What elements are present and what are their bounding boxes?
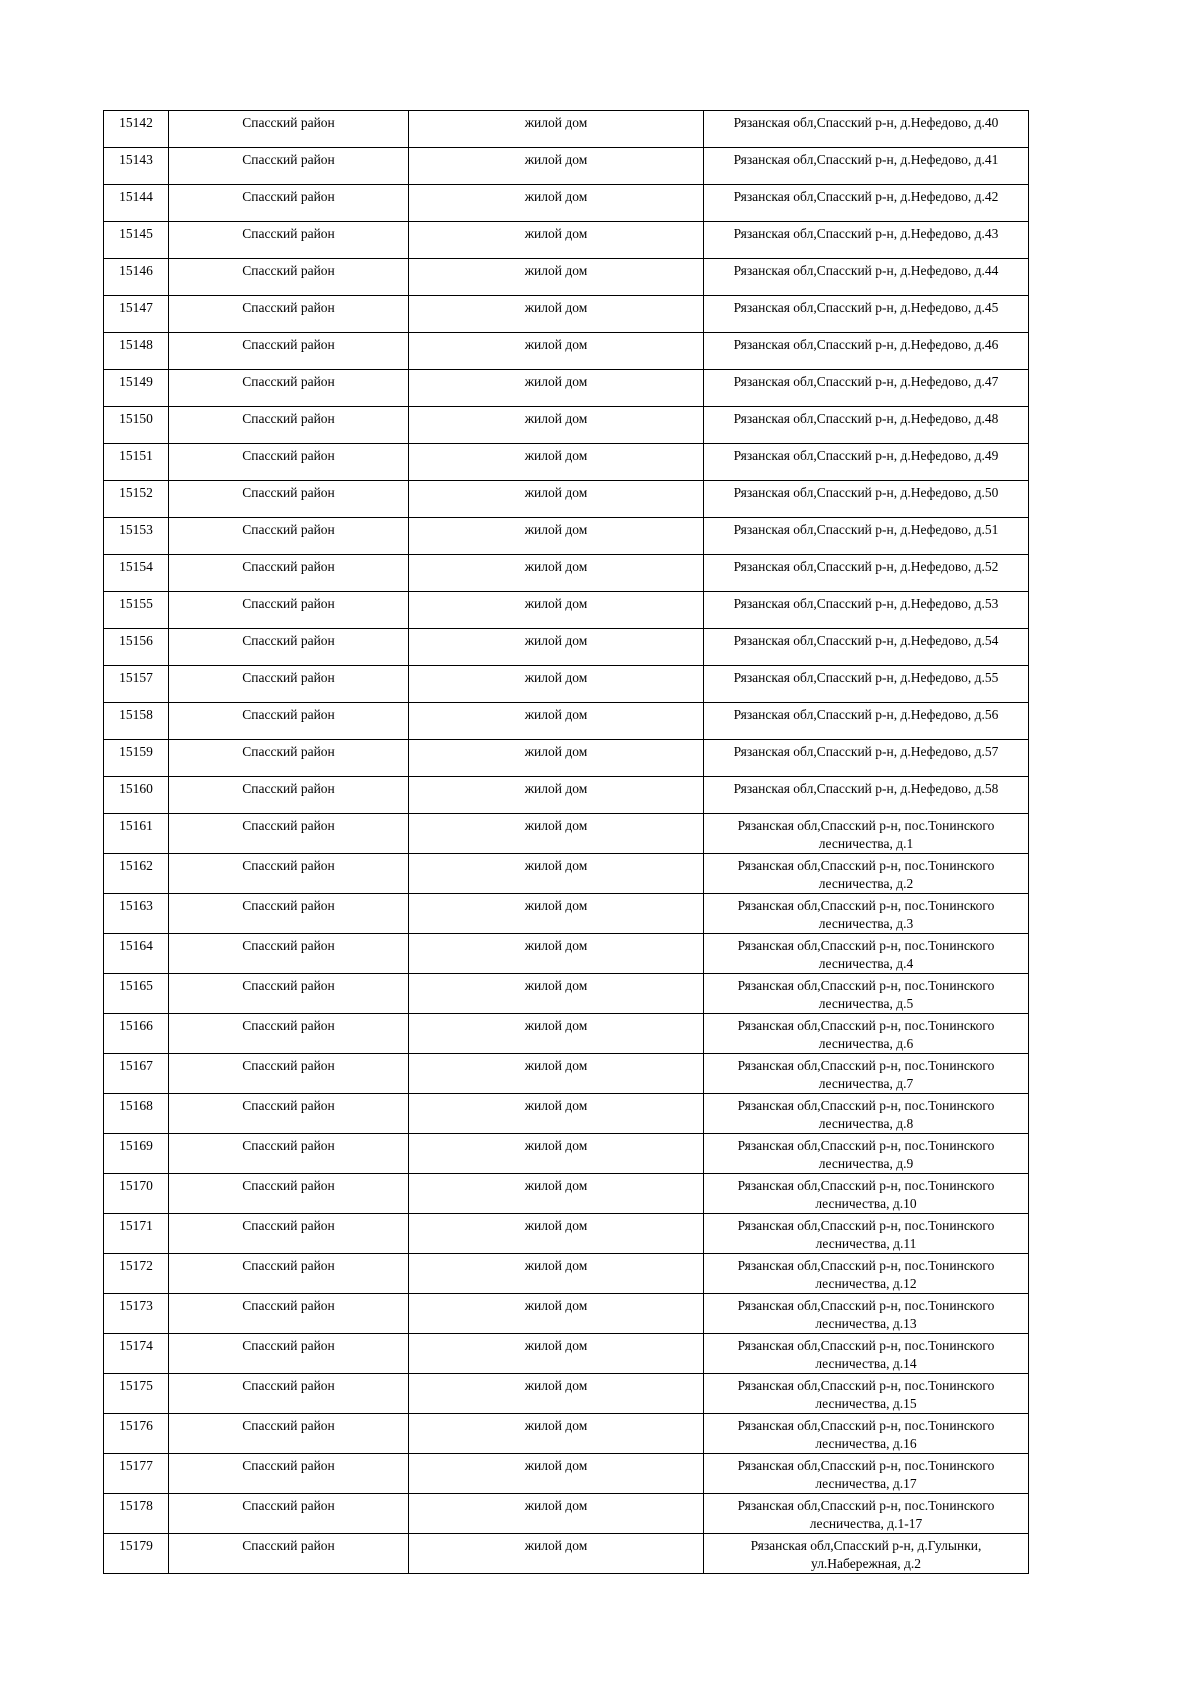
address-cell: Рязанская обл,Спасский р-н, пос.Тонинского лесничества, д.14: [704, 1334, 1029, 1374]
district-cell: Спасский район: [169, 1374, 409, 1414]
table-row: [104, 592, 1029, 629]
table-row: [104, 296, 1029, 333]
table-row: [104, 444, 1029, 481]
address-cell: Рязанская обл,Спасский р-н, д.Нефедово, д.51: [704, 518, 1029, 555]
district-cell: Спасский район: [169, 934, 409, 974]
table-row: [104, 934, 1029, 974]
district-cell: Спасский район: [169, 111, 409, 148]
row-number-cell: 15146: [104, 259, 169, 296]
table-row: [104, 1414, 1029, 1454]
row-number-cell: 15145: [104, 222, 169, 259]
district-cell: Спасский район: [169, 854, 409, 894]
row-number-cell: 15178: [104, 1494, 169, 1534]
address-cell: Рязанская обл,Спасский р-н, д.Нефедово, д.52: [704, 555, 1029, 592]
object-type-cell: жилой дом: [409, 481, 704, 518]
row-number-cell: 15169: [104, 1134, 169, 1174]
table-row: [104, 1294, 1029, 1334]
address-cell: Рязанская обл,Спасский р-н, д.Нефедово, д.48: [704, 407, 1029, 444]
address-cell: Рязанская обл,Спасский р-н, д.Нефедово, д.40: [704, 111, 1029, 148]
district-cell: Спасский район: [169, 1534, 409, 1574]
district-cell: Спасский район: [169, 592, 409, 629]
address-cell: Рязанская обл,Спасский р-н, д.Нефедово, д.43: [704, 222, 1029, 259]
address-cell: Рязанская обл,Спасский р-н, пос.Тонинского лесничества, д.1: [704, 814, 1029, 854]
district-cell: Спасский район: [169, 1294, 409, 1334]
object-type-cell: жилой дом: [409, 1414, 704, 1454]
table-row: [104, 974, 1029, 1014]
object-type-cell: жилой дом: [409, 854, 704, 894]
object-type-cell: жилой дом: [409, 370, 704, 407]
table-row: [104, 111, 1029, 148]
district-cell: Спасский район: [169, 703, 409, 740]
address-cell: Рязанская обл,Спасский р-н, д.Нефедово, д.53: [704, 592, 1029, 629]
object-type-cell: жилой дом: [409, 444, 704, 481]
district-cell: Спасский район: [169, 1174, 409, 1214]
district-cell: Спасский район: [169, 1414, 409, 1454]
address-cell: Рязанская обл,Спасский р-н, д.Гулынки, ул.Набережная, д.2: [704, 1534, 1029, 1574]
district-cell: Спасский район: [169, 518, 409, 555]
district-cell: Спасский район: [169, 894, 409, 934]
address-cell: Рязанская обл,Спасский р-н, д.Нефедово, д.49: [704, 444, 1029, 481]
object-type-cell: жилой дом: [409, 1094, 704, 1134]
address-cell: Рязанская обл,Спасский р-н, пос.Тонинского лесничества, д.8: [704, 1094, 1029, 1134]
table-row: [104, 629, 1029, 666]
address-cell: Рязанская обл,Спасский р-н, пос.Тонинского лесничества, д.4: [704, 934, 1029, 974]
table-row: [104, 1174, 1029, 1214]
table-row: [104, 333, 1029, 370]
table-row: [104, 1214, 1029, 1254]
table-row: [104, 1334, 1029, 1374]
address-cell: Рязанская обл,Спасский р-н, пос.Тонинского лесничества, д.16: [704, 1414, 1029, 1454]
object-type-cell: жилой дом: [409, 1134, 704, 1174]
object-type-cell: жилой дом: [409, 1014, 704, 1054]
district-cell: Спасский район: [169, 1494, 409, 1534]
object-type-cell: жилой дом: [409, 666, 704, 703]
object-type-cell: жилой дом: [409, 1254, 704, 1294]
table-row: [104, 1534, 1029, 1574]
table-row: [104, 1014, 1029, 1054]
row-number-cell: 15161: [104, 814, 169, 854]
address-cell: Рязанская обл,Спасский р-н, пос.Тонинского лесничества, д.5: [704, 974, 1029, 1014]
address-cell: Рязанская обл,Спасский р-н, пос.Тонинского лесничества, д.12: [704, 1254, 1029, 1294]
address-cell: Рязанская обл,Спасский р-н, д.Нефедово, д.54: [704, 629, 1029, 666]
row-number-cell: 15164: [104, 934, 169, 974]
district-cell: Спасский район: [169, 185, 409, 222]
row-number-cell: 15155: [104, 592, 169, 629]
row-number-cell: 15157: [104, 666, 169, 703]
address-cell: Рязанская обл,Спасский р-н, д.Нефедово, д.44: [704, 259, 1029, 296]
district-cell: Спасский район: [169, 481, 409, 518]
object-type-cell: жилой дом: [409, 333, 704, 370]
row-number-cell: 15159: [104, 740, 169, 777]
object-type-cell: жилой дом: [409, 777, 704, 814]
district-cell: Спасский район: [169, 407, 409, 444]
address-cell: Рязанская обл,Спасский р-н, д.Нефедово, д.45: [704, 296, 1029, 333]
table-row: [104, 666, 1029, 703]
row-number-cell: 15166: [104, 1014, 169, 1054]
table-row: [104, 1134, 1029, 1174]
row-number-cell: 15172: [104, 1254, 169, 1294]
object-type-cell: жилой дом: [409, 974, 704, 1014]
address-cell: Рязанская обл,Спасский р-н, д.Нефедово, д.42: [704, 185, 1029, 222]
district-cell: Спасский район: [169, 1134, 409, 1174]
district-cell: Спасский район: [169, 629, 409, 666]
table-row: [104, 1094, 1029, 1134]
address-cell: Рязанская обл,Спасский р-н, пос.Тонинского лесничества, д.11: [704, 1214, 1029, 1254]
district-cell: Спасский район: [169, 296, 409, 333]
address-cell: Рязанская обл,Спасский р-н, д.Нефедово, д.41: [704, 148, 1029, 185]
row-number-cell: 15162: [104, 854, 169, 894]
object-type-cell: жилой дом: [409, 518, 704, 555]
row-number-cell: 15179: [104, 1534, 169, 1574]
address-cell: Рязанская обл,Спасский р-н, д.Нефедово, д.57: [704, 740, 1029, 777]
registry-table-body: [104, 111, 1029, 1574]
district-cell: Спасский район: [169, 1094, 409, 1134]
object-type-cell: жилой дом: [409, 148, 704, 185]
row-number-cell: 15154: [104, 555, 169, 592]
address-cell: Рязанская обл,Спасский р-н, д.Нефедово, д.46: [704, 333, 1029, 370]
object-type-cell: жилой дом: [409, 703, 704, 740]
table-row: [104, 518, 1029, 555]
object-type-cell: жилой дом: [409, 1534, 704, 1574]
row-number-cell: 15158: [104, 703, 169, 740]
table-row: [104, 481, 1029, 518]
address-cell: Рязанская обл,Спасский р-н, пос.Тонинского лесничества, д.3: [704, 894, 1029, 934]
object-type-cell: жилой дом: [409, 592, 704, 629]
row-number-cell: 15148: [104, 333, 169, 370]
row-number-cell: 15143: [104, 148, 169, 185]
row-number-cell: 15173: [104, 1294, 169, 1334]
object-type-cell: жилой дом: [409, 814, 704, 854]
object-type-cell: жилой дом: [409, 1334, 704, 1374]
district-cell: Спасский район: [169, 1054, 409, 1094]
address-cell: Рязанская обл,Спасский р-н, пос.Тонинского лесничества, д.10: [704, 1174, 1029, 1214]
object-type-cell: жилой дом: [409, 407, 704, 444]
address-cell: Рязанская обл,Спасский р-н, д.Нефедово, д.50: [704, 481, 1029, 518]
table-row: [104, 1254, 1029, 1294]
district-cell: Спасский район: [169, 222, 409, 259]
table-row: [104, 222, 1029, 259]
object-type-cell: жилой дом: [409, 1174, 704, 1214]
district-cell: Спасский район: [169, 740, 409, 777]
district-cell: Спасский район: [169, 1334, 409, 1374]
row-number-cell: 15147: [104, 296, 169, 333]
table-row: [104, 894, 1029, 934]
district-cell: Спасский район: [169, 555, 409, 592]
object-type-cell: жилой дом: [409, 1214, 704, 1254]
row-number-cell: 15167: [104, 1054, 169, 1094]
row-number-cell: 15149: [104, 370, 169, 407]
district-cell: Спасский район: [169, 666, 409, 703]
row-number-cell: 15174: [104, 1334, 169, 1374]
row-number-cell: 15168: [104, 1094, 169, 1134]
address-cell: Рязанская обл,Спасский р-н, пос.Тонинского лесничества, д.9: [704, 1134, 1029, 1174]
row-number-cell: 15170: [104, 1174, 169, 1214]
district-cell: Спасский район: [169, 1214, 409, 1254]
address-cell: Рязанская обл,Спасский р-н, пос.Тонинского лесничества, д.1-17: [704, 1494, 1029, 1534]
object-type-cell: жилой дом: [409, 222, 704, 259]
address-cell: Рязанская обл,Спасский р-н, пос.Тонинского лесничества, д.13: [704, 1294, 1029, 1334]
address-cell: Рязанская обл,Спасский р-н, д.Нефедово, д.58: [704, 777, 1029, 814]
table-row: [104, 555, 1029, 592]
address-cell: Рязанская обл,Спасский р-н, д.Нефедово, д.47: [704, 370, 1029, 407]
row-number-cell: 15152: [104, 481, 169, 518]
district-cell: Спасский район: [169, 814, 409, 854]
row-number-cell: 15160: [104, 777, 169, 814]
row-number-cell: 15156: [104, 629, 169, 666]
district-cell: Спасский район: [169, 259, 409, 296]
row-number-cell: 15177: [104, 1454, 169, 1494]
row-number-cell: 15175: [104, 1374, 169, 1414]
address-cell: Рязанская обл,Спасский р-н, пос.Тонинского лесничества, д.2: [704, 854, 1029, 894]
table-row: [104, 370, 1029, 407]
address-cell: Рязанская обл,Спасский р-н, пос.Тонинского лесничества, д.7: [704, 1054, 1029, 1094]
object-type-cell: жилой дом: [409, 1494, 704, 1534]
object-type-cell: жилой дом: [409, 740, 704, 777]
district-cell: Спасский район: [169, 1254, 409, 1294]
table-row: [104, 185, 1029, 222]
row-number-cell: 15163: [104, 894, 169, 934]
address-cell: Рязанская обл,Спасский р-н, пос.Тонинского лесничества, д.17: [704, 1454, 1029, 1494]
address-cell: Рязанская обл,Спасский р-н, д.Нефедово, д.55: [704, 666, 1029, 703]
object-type-cell: жилой дом: [409, 1454, 704, 1494]
table-row: [104, 814, 1029, 854]
district-cell: Спасский район: [169, 444, 409, 481]
row-number-cell: 15144: [104, 185, 169, 222]
object-type-cell: жилой дом: [409, 1054, 704, 1094]
object-type-cell: жилой дом: [409, 259, 704, 296]
table-row: [104, 1054, 1029, 1094]
district-cell: Спасский район: [169, 974, 409, 1014]
district-cell: Спасский район: [169, 148, 409, 185]
row-number-cell: 15151: [104, 444, 169, 481]
district-cell: Спасский район: [169, 333, 409, 370]
object-type-cell: жилой дом: [409, 894, 704, 934]
row-number-cell: 15171: [104, 1214, 169, 1254]
table-row: [104, 740, 1029, 777]
object-type-cell: жилой дом: [409, 1374, 704, 1414]
district-cell: Спасский район: [169, 777, 409, 814]
object-type-cell: жилой дом: [409, 1294, 704, 1334]
registry-table: [103, 110, 1029, 1574]
row-number-cell: 15150: [104, 407, 169, 444]
row-number-cell: 15176: [104, 1414, 169, 1454]
row-number-cell: 15142: [104, 111, 169, 148]
table-row: [104, 259, 1029, 296]
address-cell: Рязанская обл,Спасский р-н, пос.Тонинского лесничества, д.15: [704, 1374, 1029, 1414]
address-cell: Рязанская обл,Спасский р-н, д.Нефедово, д.56: [704, 703, 1029, 740]
table-row: [104, 1494, 1029, 1534]
district-cell: Спасский район: [169, 370, 409, 407]
table-row: [104, 1454, 1029, 1494]
table-row: [104, 148, 1029, 185]
object-type-cell: жилой дом: [409, 185, 704, 222]
address-cell: Рязанская обл,Спасский р-н, пос.Тонинского лесничества, д.6: [704, 1014, 1029, 1054]
table-row: [104, 703, 1029, 740]
object-type-cell: жилой дом: [409, 555, 704, 592]
district-cell: Спасский район: [169, 1454, 409, 1494]
row-number-cell: 15153: [104, 518, 169, 555]
table-row: [104, 777, 1029, 814]
object-type-cell: жилой дом: [409, 296, 704, 333]
object-type-cell: жилой дом: [409, 629, 704, 666]
row-number-cell: 15165: [104, 974, 169, 1014]
table-row: [104, 1374, 1029, 1414]
object-type-cell: жилой дом: [409, 934, 704, 974]
table-row: [104, 854, 1029, 894]
object-type-cell: жилой дом: [409, 111, 704, 148]
district-cell: Спасский район: [169, 1014, 409, 1054]
table-row: [104, 407, 1029, 444]
